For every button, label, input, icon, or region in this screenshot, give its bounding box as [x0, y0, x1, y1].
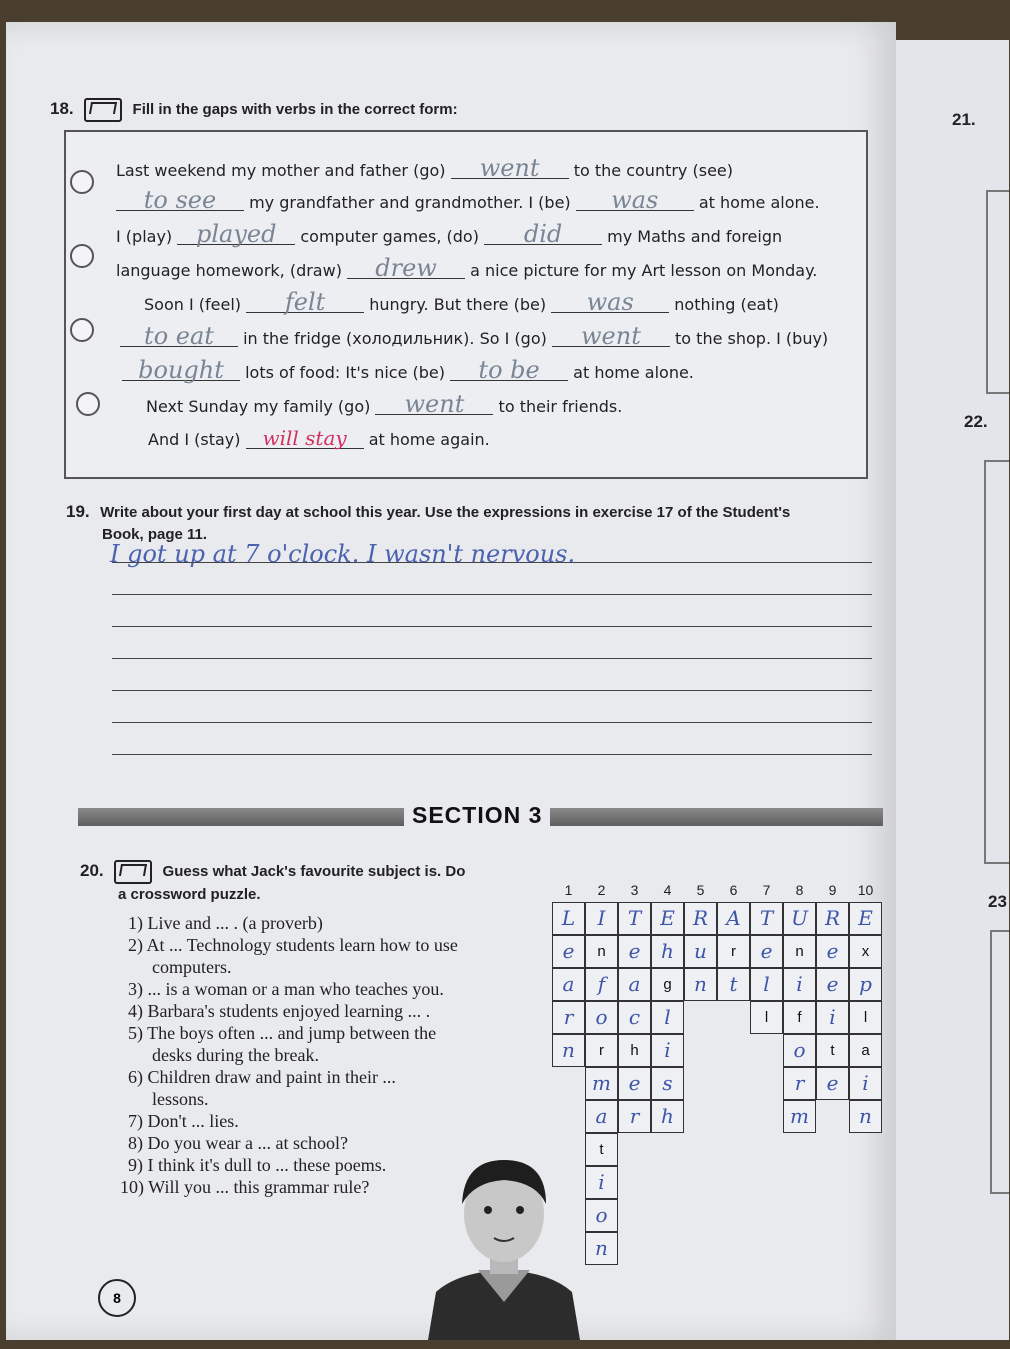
- crossword-cell[interactable]: T: [750, 902, 783, 935]
- crossword-cell[interactable]: f: [783, 1001, 816, 1034]
- right-page: [892, 40, 1009, 1340]
- answer-gap: was: [576, 190, 694, 211]
- crossword-cell[interactable]: c: [618, 1001, 651, 1034]
- crossword-cell[interactable]: L: [552, 902, 585, 935]
- crossword-cell[interactable]: t: [816, 1034, 849, 1067]
- writing-line: [112, 658, 872, 659]
- exercise-20-title: Guess what Jack's favourite subject is. Do: [162, 863, 466, 881]
- crossword-cell[interactable]: t: [585, 1133, 618, 1166]
- crossword-cell[interactable]: e: [750, 935, 783, 968]
- answer-gap: went: [451, 158, 569, 179]
- exercise-18-title: Fill in the gaps with verbs in the correct form:: [132, 101, 458, 119]
- crossword-cell[interactable]: n: [585, 1232, 618, 1265]
- crossword-cell[interactable]: l: [651, 1001, 684, 1034]
- crossword-cell[interactable]: A: [717, 902, 750, 935]
- text-line: Soon I (feel) felt hungry. But there (be) was nothing (eat): [144, 288, 779, 316]
- exercise-18-frame: [64, 130, 868, 479]
- text-line: to eat in the fridge (холодильник). So I (go) went to the shop. I (buy): [120, 326, 828, 348]
- column-number: 6: [729, 882, 738, 898]
- column-number: 4: [663, 882, 672, 898]
- crossword-cell[interactable]: T: [618, 902, 651, 935]
- exercise-18-number: 18.: [50, 99, 74, 119]
- text-line: language homework, (draw) drew a nice picture for my Art lesson on Monday.: [116, 254, 818, 282]
- answer-gap: drew: [347, 258, 465, 279]
- crossword-cell[interactable]: R: [816, 902, 849, 935]
- crossword-cell[interactable]: o: [783, 1034, 816, 1067]
- crossword-cell[interactable]: m: [783, 1100, 816, 1133]
- text-line: Next Sunday my family (go) went to their friends.: [146, 390, 623, 418]
- crossword-cell[interactable]: a: [552, 968, 585, 1001]
- crossword-cell[interactable]: i: [783, 968, 816, 1001]
- answer-gap: played: [177, 224, 295, 245]
- answer-gap: felt: [246, 292, 364, 313]
- column-number: 2: [597, 882, 606, 898]
- column-number: 8: [795, 882, 804, 898]
- crossword-cell[interactable]: I: [585, 902, 618, 935]
- writing-line: [112, 754, 872, 755]
- column-number: 3: [630, 882, 639, 898]
- crossword-cell[interactable]: i: [585, 1166, 618, 1199]
- crossword-cell[interactable]: e: [816, 935, 849, 968]
- text-line: And I (stay) will stay at home again.: [148, 426, 490, 450]
- crossword-cell[interactable]: h: [651, 935, 684, 968]
- exercise-20-number: 20.: [80, 861, 104, 881]
- crossword-cell[interactable]: r: [552, 1001, 585, 1034]
- crossword-clues: [120, 912, 458, 1198]
- crossword-cell[interactable]: r: [783, 1067, 816, 1100]
- writing-line: [112, 594, 872, 595]
- bullet-circle: [70, 244, 94, 268]
- book-icon: [84, 98, 122, 122]
- answer-gap: will stay: [246, 428, 364, 449]
- boy-illustration: [418, 1152, 590, 1340]
- clue: 1) Live and ... . (a proverb): [128, 913, 323, 933]
- crossword-cell[interactable]: e: [552, 935, 585, 968]
- exercise-19-title: Write about your first day at school this year. Use the expressions in exercise 17 of the Student's: [100, 504, 791, 521]
- crossword-cell[interactable]: e: [816, 968, 849, 1001]
- crossword-cell[interactable]: o: [585, 1001, 618, 1034]
- clue: 2) At ... Technology students learn how to use: [128, 935, 458, 955]
- exercise-19-number: 19.: [66, 502, 90, 521]
- writing-line: [112, 722, 872, 723]
- crossword-cell[interactable]: t: [717, 968, 750, 1001]
- writing-line: [112, 690, 872, 691]
- text-line: Last weekend my mother and father (go) went to the country (see): [116, 154, 733, 182]
- crossword-cell[interactable]: g: [651, 968, 684, 1001]
- book-icon: [114, 860, 152, 884]
- answer-gap: did: [484, 224, 602, 245]
- column-number: 10: [857, 882, 874, 898]
- crossword-cell[interactable]: p: [849, 968, 882, 1001]
- crossword-cell[interactable]: a: [618, 968, 651, 1001]
- crossword-cell[interactable]: n: [783, 935, 816, 968]
- crossword-cell[interactable]: n: [552, 1034, 585, 1067]
- crossword-cell[interactable]: e: [816, 1067, 849, 1100]
- bullet-circle: [70, 318, 94, 342]
- answer-gap: to be: [450, 360, 568, 381]
- clue: 6) Children draw and paint in their ...: [128, 1067, 396, 1087]
- clue: lessons.: [152, 1089, 209, 1109]
- crossword-cell[interactable]: s: [651, 1067, 684, 1100]
- crossword-cell[interactable]: a: [849, 1034, 882, 1067]
- crossword-cell[interactable]: l: [750, 1001, 783, 1034]
- exercise-18-header: [50, 98, 458, 122]
- clue: 4) Barbara's students enjoyed learning ... .: [128, 1001, 431, 1021]
- clue: 3) ... is a woman or a man who teaches you.: [128, 979, 444, 999]
- answer-gap: to eat: [120, 326, 238, 347]
- crossword-cell[interactable]: n: [684, 968, 717, 1001]
- exercise-20-title-cont: a crossword puzzle.: [118, 886, 261, 903]
- column-number: 7: [762, 882, 771, 898]
- answer-gap: went: [552, 326, 670, 347]
- crossword-cell[interactable]: n: [849, 1100, 882, 1133]
- bullet-circle: [70, 170, 94, 194]
- clue: 5) The boys often ... and jump between the: [128, 1023, 437, 1043]
- clue: 7) Don't ... lies.: [128, 1111, 239, 1131]
- crossword-cell[interactable]: E: [849, 902, 882, 935]
- clue: 10) Will you ... this grammar rule?: [120, 1177, 370, 1197]
- crossword-cell[interactable]: U: [783, 902, 816, 935]
- text-line: to see my grandfather and grandmother. I (be) was at home alone.: [116, 190, 820, 212]
- workbook-page: [6, 22, 896, 1340]
- crossword-cell[interactable]: o: [585, 1199, 618, 1232]
- answer-gap: to see: [116, 190, 244, 211]
- crossword-cell[interactable]: x: [849, 935, 882, 968]
- crossword-cell[interactable]: h: [651, 1100, 684, 1133]
- crossword-cell[interactable]: r: [585, 1034, 618, 1067]
- bullet-circle: [76, 392, 100, 416]
- right-exercise-21: 21.: [952, 110, 976, 129]
- crossword-cell[interactable]: i: [816, 1001, 849, 1034]
- text-line: I (play) played computer games, (do) did my Maths and foreign: [116, 220, 783, 248]
- crossword-cell[interactable]: l: [849, 1001, 882, 1034]
- writing-line: [112, 626, 872, 627]
- clue: desks during the break.: [152, 1045, 319, 1065]
- exercise-19-title-cont: Book, page 11.: [102, 526, 208, 543]
- crossword-cell[interactable]: n: [585, 935, 618, 968]
- clue: 9) I think it's dull to ... these poems.: [128, 1155, 387, 1175]
- column-number: 9: [828, 882, 837, 898]
- crossword-cell[interactable]: m: [585, 1067, 618, 1100]
- right-box-3: [990, 930, 1009, 1194]
- clue: computers.: [152, 957, 232, 977]
- column-number: 5: [696, 882, 705, 898]
- crossword-cell[interactable]: i: [651, 1034, 684, 1067]
- right-box-2: [984, 460, 1009, 864]
- section-title: SECTION 3: [404, 802, 550, 829]
- crossword-cell[interactable]: e: [618, 935, 651, 968]
- crossword-cell[interactable]: E: [651, 902, 684, 935]
- right-exercise-22: 22.: [964, 412, 988, 431]
- right-exercise-23: 23: [988, 892, 1007, 911]
- right-box-1: [986, 190, 1009, 394]
- crossword-cell[interactable]: i: [849, 1067, 882, 1100]
- column-number: 1: [564, 882, 573, 898]
- clue: 8) Do you wear a ... at school?: [128, 1133, 348, 1153]
- text-line: bought lots of food: It's nice (be) to be at home alone.: [122, 360, 694, 382]
- crossword-cell[interactable]: r: [717, 935, 750, 968]
- crossword-cell[interactable]: h: [618, 1034, 651, 1067]
- exercise-19-header: [66, 502, 886, 543]
- crossword-cell[interactable]: R: [684, 902, 717, 935]
- writing-line: [112, 562, 872, 563]
- page-number: 8: [98, 1279, 136, 1317]
- crossword-cell[interactable]: e: [618, 1067, 651, 1100]
- exercise-20-header: [80, 860, 465, 903]
- crossword-cell[interactable]: a: [585, 1100, 618, 1133]
- crossword-cell[interactable]: u: [684, 935, 717, 968]
- answer-gap: was: [551, 292, 669, 313]
- exercise-19-answer: I got up at 7 o'clock. I wasn't nervous.: [110, 540, 576, 568]
- crossword-cell[interactable]: r: [618, 1100, 651, 1133]
- crossword-cell[interactable]: f: [585, 968, 618, 1001]
- answer-gap: bought: [122, 360, 240, 381]
- crossword-cell[interactable]: l: [750, 968, 783, 1001]
- answer-gap: went: [375, 394, 493, 415]
